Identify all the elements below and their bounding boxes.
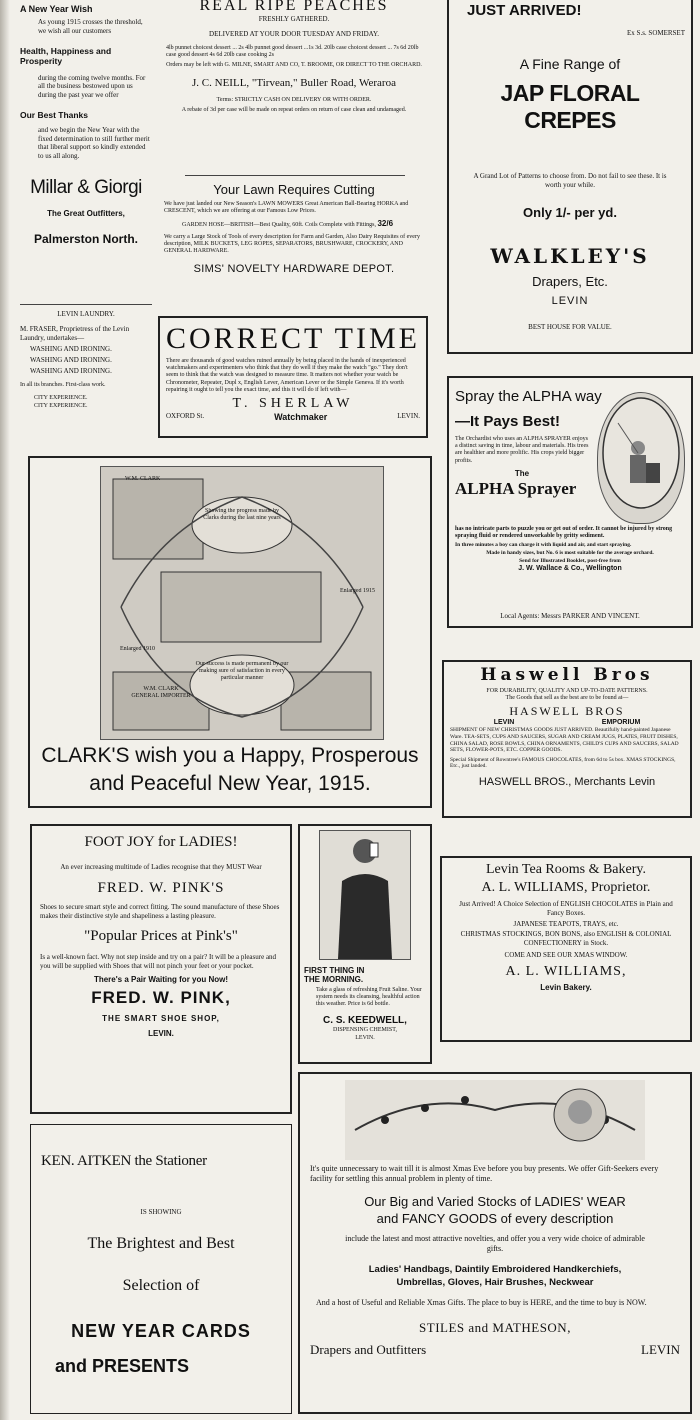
crepes-firm: WALKLEY'S [490, 244, 650, 269]
crepes-range: A Fine Range of [519, 55, 621, 72]
clark-circle-2: Our success is made permanent by our making sure of satisfaction in every particular manner [195, 661, 289, 682]
time-title-1: CORRECT [166, 322, 326, 355]
alpha-local-agents: Local Agents: Messrs PARKER AND VINCENT. [500, 612, 640, 620]
crepes-motto: BEST HOUSE FOR VALUE. [528, 323, 612, 332]
heading-new-year-wish: A New Year Wish [20, 4, 93, 14]
lawn-hose: GARDEN HOSE—BRITISH—Best Quality, 60ft. Coils Complete with Fittings, [182, 222, 376, 229]
time-trade: Watchmaker [274, 411, 328, 422]
lawn-firm: SIMS' NOVELTY HARDWARE DEPOT. [193, 263, 395, 276]
haswell-text: SHIPMENT OF NEW CHRISTMAS GOODS JUST ARRIVED. Beautifully hand-painted Japanese Ware. TEA-SETS, CUPS AND SAUCERS, SUGAR AND CREAM JUGS, PLATES, FRUIT DISHES, CHINA SALAD, ROSE BOWLS, CHINA ORNAMENTS, CHILD'S CUPS AND SAUCERS, SALAD SETS, FLOWER-POTS, ETC. COPPER GOODS. [450, 727, 679, 754]
page-edge [0, 0, 10, 1420]
clark-banner-2: W.M. CLARK GENERAL IMPORTER [131, 686, 191, 700]
keedwell-trade: DISPENSING CHEMIST, [333, 1026, 397, 1033]
crepes-price: Only 1/- per yd. [523, 205, 617, 221]
alpha-text4: Made in handy sizes, but No. 6 is most suitable for the average orchard. [486, 549, 654, 556]
ad-levin-laundry [20, 310, 152, 450]
stiles-text2: include the latest and most attractive novelties, and offer you a very wide choice of admirable gifts. [345, 1234, 645, 1253]
alpha-agent: J. W. Wallace & Co., Wellington [518, 565, 622, 573]
williams-trade: Levin Bakery. [540, 982, 592, 992]
clark-banner-1: W.M. CLARK [125, 476, 161, 482]
peaches-prices: 4lb punnet choicest dessert ... 2s 4lb punnet good dessert ...1s 3d. 20lb case choicest dessert ... 7s 6d 20lb case good dessert 4s 6d 20lb case cooking 2s [166, 44, 419, 58]
aitken-showing: IS SHOWING [140, 1208, 182, 1216]
peaches-delivery: DELIVERED AT YOUR DOOR TUESDAY AND FRIDAY. [209, 29, 379, 38]
laundry-exp-2: CITY EXPERIENCE. [34, 402, 88, 409]
aitken-title: KEN. AITKEN the Stationer [41, 1153, 207, 1169]
aitken-line-1: The Brightest and Best [87, 1234, 235, 1252]
ad-levin-tea-rooms [440, 856, 692, 1042]
stiles-town: LEVIN [641, 1342, 680, 1357]
alpha-title: Spray the ALPHA way [455, 388, 602, 405]
wish-text: As young 1915 crosses the threshold, we wish all our customers [38, 18, 143, 35]
crepes-title: JUST ARRIVED! [467, 2, 582, 19]
stiles-firm: STILES and MATHESON, [419, 1320, 571, 1335]
man-drinking-illustration [319, 830, 411, 960]
stiles-text3: And a host of Useful and Reliable Xmas Gifts. The place to buy is HERE, and the time to buy is NOW. [316, 1298, 647, 1307]
aitken-line-3: NEW YEAR CARDS [71, 1320, 251, 1341]
haswell-special: Special Shipment of Rowntree's FAMOUS CHOCOLATES, from 6d to 5s box. XMAS STOCKINGS, Etc., just landed. [450, 756, 676, 770]
williams-firm: A. L. WILLIAMS, [505, 963, 627, 979]
laundry-line-3: WASHING AND IRONING. [30, 366, 112, 375]
keedwell-town: LEVIN. [355, 1034, 375, 1041]
peaches-title: REAL RIPE PEACHES [199, 0, 389, 14]
lawn-text1: We have just landed our New Season's LAWN MOWERS Great American Ball-Bearing HORKA and CRESCENT, which we are offering at our Famous Low Prices. [164, 201, 409, 215]
haswell-name: HASWELL BROS [509, 704, 625, 719]
time-text: There are thousands of good watches ruined annually by being placed in the hands of inexperienced watchmakers and experimenters who think that they do well if they make the watch "go." They don't seem to think that the watch was designed to measure time. It matters not whether your watch be Chronometer, Repeater, Dupl x, English Lever, American Lever or the Simple Geneva. If it's worth repairing it ought to tell you the exact time, and this it will do if left with— [166, 358, 408, 393]
peaches-orders: Orders may be left with G. MILNE, SMART AND CO, T. BROOME, OR DIRECT TO THE ORCHARD. [166, 61, 422, 68]
ad-haswell-bros [442, 660, 692, 818]
pink-waiting: There's a Pair Waiting for you Now! [93, 974, 229, 984]
pink-slogan: "Popular Prices at Pink's" [84, 928, 238, 945]
peaches-name: J. C. NEILL, "Tirvean," Buller Road, Weraroa [192, 77, 396, 90]
stiles-head1: Our Big and Varied Stocks of LADIES' WEAR [364, 1194, 626, 1209]
firm-town: Palmerston North. [33, 231, 138, 246]
orchardist-illustration [597, 392, 685, 524]
time-town: LEVIN. [397, 411, 420, 420]
clark-circle-1: Showing the progress made by Clarks during the last nine years [203, 508, 281, 522]
firm-name: Millar & Giorgi [30, 176, 142, 198]
crepes-town: LEVIN [551, 295, 589, 308]
haswell-firm: HASWELL BROS., Merchants Levin [478, 775, 656, 788]
pink-name: FRED. W. PINK'S [97, 879, 225, 896]
laundry-title: LEVIN LAUNDRY. [57, 310, 115, 318]
time-street: OXFORD St. [166, 411, 205, 420]
stiles-head2: and FANCY GOODS of every description [376, 1211, 614, 1226]
divider-col1 [20, 304, 152, 305]
haswell-line2: The Goods that sell as the best are to be found at— [505, 695, 629, 702]
pink-text2: Shoes to secure smart style and correct fitting. The sound manufacture of these Shoes makes their distinctive style and shapeliness a lasting pleasure. [40, 902, 280, 920]
ad-ken-aitken [30, 1124, 292, 1414]
aitken-line-2: Selection of [122, 1276, 200, 1294]
haswell-line1: FOR DURABILITY, QUALITY AND UP-TO-DATE PATTERNS. [486, 688, 648, 694]
pink-town: LEVIN. [148, 1028, 174, 1038]
ad-millar-giorgi [20, 4, 152, 304]
clark-year-1: Enlarged 1910 [120, 646, 156, 652]
lawn-hose-price: 32/6 [377, 219, 394, 229]
williams-text4: COME AND SEE OUR XMAS WINDOW. [504, 950, 628, 959]
alpha-sub: —It Pays Best! [455, 413, 561, 430]
laundry-branches: In all its branches. First-class work. [20, 381, 106, 388]
keedwell-h1: FIRST THING IN [304, 966, 365, 975]
laundry-line-2: WASHING AND IRONING. [30, 356, 112, 364]
williams-title2: A. L. WILLIAMS, Proprietor. [481, 880, 651, 895]
alpha-text3: In three minutes a boy can charge it with liquid and air, and start spraying. [455, 542, 632, 549]
stiles-bold2: Umbrellas, Gloves, Hair Brushes, Neckwear [396, 1277, 594, 1288]
time-title-2: TIME [334, 322, 420, 355]
keedwell-h2: THE MORNING. [304, 975, 364, 984]
firm-tagline: The Great Outfitters, [47, 208, 125, 218]
ad-alpha-sprayer [447, 376, 693, 628]
lawn-text2: We carry a Large Stock of Tools of every description for Farm and Garden, Also Dairy Requisites of every description, MILK BUCKETS, LEG ROPES, SEPARATORS, BRUSHWARE, CROCKERY, AND GENERAL HARDWARE. [164, 233, 420, 254]
haswell-left: LEVIN [493, 719, 515, 727]
crepes-trade: Drapers, Etc. [532, 274, 608, 290]
stiles-trade: Drapers and Outfitters [310, 1342, 427, 1357]
crepes-product: JAP FLORAL CREPES [500, 79, 640, 133]
pink-firm: FRED. W. PINK, [91, 987, 231, 1007]
stiles-text1: It's quite unnecessary to wait till it is almost Xmas Eve before you buy presents. We offer Gift-Seekers every facility for settling this annual problem in plenty of time. [310, 1164, 659, 1183]
aitken-line-4: and PRESENTS [55, 1355, 190, 1376]
laundry-exp-1: CITY EXPERIENCE. [34, 394, 88, 401]
ad-correct-time [158, 316, 428, 438]
clark-wish-1: CLARK'S wish you a Happy, Prosperous [41, 744, 419, 767]
stiles-bold1: Ladies' Handbags, Daintily Embroidered Handkerchiefs, [368, 1264, 622, 1275]
laundry-intro: M. FRASER, Proprietress of the Levin Laundry, undertakes— [20, 324, 130, 342]
peaches-rebate: A rebate of 3d per case will be made on repeat orders on return of case clean and undamaged. [181, 107, 407, 114]
clark-year-2: Enlarged 1915 [340, 588, 376, 594]
crepes-text: A Grand Lot of Patterns to choose from. Do not fail to see these. It is worth your while. [473, 171, 667, 189]
pink-text3: Is a well-known fact. Why not step inside and try on a pair? It will be a pleasure and you will be supplied with Shoes that will not pinch your feet or your pocket. [40, 953, 277, 970]
ad-real-ripe-peaches [158, 0, 430, 172]
clark-wish-2: and Peaceful New Year, 1915. [89, 772, 371, 795]
health-text: during the coming twelve months. For all the business bestowed upon us during the past year we offer [38, 73, 146, 99]
peaches-terms: Terms: STRICTLY CASH ON DELIVERY OR WITH ORDER. [216, 97, 372, 104]
ad-stiles-matheson [298, 1072, 692, 1414]
ad-foot-joy [30, 824, 292, 1114]
heading-health: Health, Happiness and Prosperity [20, 45, 112, 66]
keedwell-firm: C. S. KEEDWELL, [323, 1014, 407, 1026]
keedwell-text: Take a glass of refreshing Fruit Saline. Your system needs its cleansing, healthful action this weather. Price is 6d bottle. [316, 987, 422, 1008]
williams-text3: CHRISTMAS STOCKINGS, BON BONS, also ENGLISH & COLONIAL CONFECTIONERY in Stock. [460, 930, 672, 947]
crepes-ship: Ex S.s. SOMERSET [627, 29, 685, 37]
lawn-title: Your Lawn Requires Cutting [213, 182, 375, 197]
thanks-text: and we begin the New Year with the fixed determination to still further merit that liberal support so kindly extended to us all along. [38, 125, 150, 160]
heading-best-thanks: Our Best Thanks [20, 109, 89, 120]
pink-shop: THE SMART SHOE SHOP, [102, 1013, 220, 1023]
divider-peaches [185, 175, 405, 176]
alpha-text5: Send for Illustrated Booklet, post-free from [519, 557, 621, 564]
ad-lawn-cutting [160, 182, 428, 310]
time-name: T. SHERLAW [232, 395, 354, 411]
holly-santa-illustration [345, 1080, 645, 1160]
williams-text1: Just Arrived! A Choice Selection of ENGLISH CHOCOLATES in Plain and Fancy Boxes. [459, 900, 673, 917]
alpha-text2: has no intricate parts to puzzle you or get out of order. It cannot be injured by strong spraying fluid or rendered unworkable by gritty sediment. [455, 526, 673, 540]
ad-clarks-new-year [28, 456, 432, 808]
alpha-the: The [514, 468, 530, 478]
peaches-sub: FRESHLY GATHERED. [258, 15, 330, 23]
ad-jap-floral-crepes [447, 0, 693, 354]
haswell-title: Haswell Bros [480, 665, 654, 685]
laundry-line-1: WASHING AND IRONING. [30, 345, 112, 354]
alpha-text1: The Orchardist who uses an ALPHA SPRAYER enjoys a distinct saving in time, labour and materials. His trees are healthier and more prolific. His crops yield bigger profits. [455, 436, 589, 464]
alpha-product: ALPHA Sprayer [455, 478, 577, 498]
williams-title1: Levin Tea Rooms & Bakery. [486, 862, 646, 877]
haswell-right: EMPORIUM [601, 719, 641, 727]
williams-text2: JAPANESE TEAPOTS, TRAYS, etc. [513, 919, 619, 928]
pink-text1: An ever increasing multitude of Ladies recognise that they MUST Wear [60, 863, 262, 871]
pink-title: FOOT JOY for LADIES! [84, 834, 238, 850]
ad-keedwell-chemist [298, 824, 432, 1064]
